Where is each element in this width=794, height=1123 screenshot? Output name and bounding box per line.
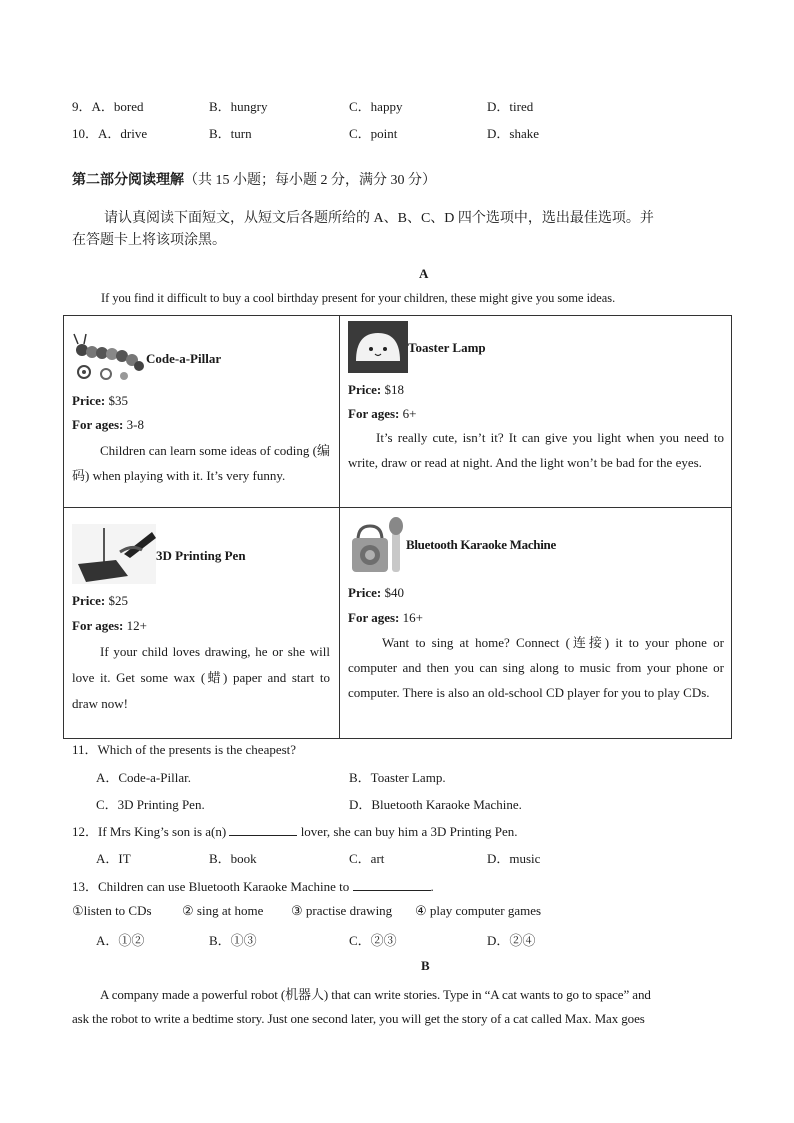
passage-a-intro: If you find it difficult to buy a cool birthday present for your children, these might give you some ideas. bbox=[101, 291, 616, 305]
price-label: Price: bbox=[348, 382, 382, 397]
passage-a-label: A bbox=[419, 266, 429, 281]
present-description: If your child loves drawing, he or she will love it. Get some wax (蜡) paper and start to draw now! bbox=[72, 644, 330, 711]
q10-option-c: C．point bbox=[349, 126, 398, 141]
presents-table bbox=[63, 315, 732, 739]
q13-choice-3: ③ practise drawing bbox=[291, 903, 393, 918]
q9-option-a: A．bored bbox=[91, 99, 144, 114]
q12-stem-after: lover, she can buy him a 3D Printing Pen. bbox=[300, 824, 518, 839]
present-ages bbox=[72, 412, 144, 437]
q12-option-b: B．book bbox=[209, 851, 257, 866]
present-name: Code-a-Pillar bbox=[146, 351, 222, 366]
present-description: Want to sing at home? Connect (连接) it to your phone or computer and then you can sing along to music from your phone or computer. There is also an old-school CD player for you to play CDs. bbox=[348, 635, 724, 700]
ages-value: 6+ bbox=[402, 406, 417, 421]
q9-option-b: B．hungry bbox=[209, 99, 268, 114]
q11-option-b: B．Toaster Lamp. bbox=[349, 770, 446, 785]
q12-option-d: D．music bbox=[487, 851, 541, 866]
q12-option-c: C．art bbox=[349, 851, 385, 866]
q10-option-d: D．shake bbox=[487, 126, 539, 141]
present-description: It’s really cute, isn’t it? It can give you light when you need to write, draw or read at night. And the light won’t be bad for the eyes. bbox=[348, 430, 724, 470]
q12-option-a: A．IT bbox=[96, 851, 131, 866]
price-value: $18 bbox=[384, 382, 404, 397]
q10-option-b: B．turn bbox=[209, 126, 252, 141]
section-2-title: 第二部分阅读理解 bbox=[72, 172, 184, 188]
q9-option-d: D．tired bbox=[487, 99, 534, 114]
q11-option-d: D．Bluetooth Karaoke Machine. bbox=[349, 797, 522, 812]
present-price bbox=[72, 588, 128, 613]
q9-option-c: C．happy bbox=[349, 99, 403, 114]
passage-b-label: B bbox=[421, 958, 430, 973]
ages-label: For ages: bbox=[72, 618, 124, 633]
present-cell-toaster-lamp bbox=[340, 316, 732, 508]
price-value: $35 bbox=[108, 393, 128, 408]
q13-choice-1: ①listen to CDs bbox=[72, 903, 152, 918]
present-description: Children can learn some ideas of coding (编码) when playing with it. It’s very funny. bbox=[72, 443, 330, 483]
q13-choice-4: ④ play computer games bbox=[415, 903, 542, 918]
present-name: Bluetooth Karaoke Machine bbox=[406, 537, 556, 552]
question-9 bbox=[72, 96, 144, 115]
ages-value: 16+ bbox=[402, 610, 423, 625]
ages-label: For ages: bbox=[72, 417, 124, 432]
ages-value: 3-8 bbox=[126, 417, 144, 432]
q13-choice-2: ② sing at home bbox=[182, 903, 264, 918]
present-cell-3d-printing-pen bbox=[64, 508, 340, 739]
q11-option-a: A．Code-a-Pillar. bbox=[96, 770, 191, 785]
present-ages bbox=[348, 605, 423, 630]
q12-stem bbox=[72, 821, 518, 840]
price-label: Price: bbox=[72, 593, 106, 608]
q10-option-a: A．drive bbox=[98, 126, 148, 141]
q9-number: 9． bbox=[72, 99, 92, 114]
section-2-heading bbox=[72, 169, 436, 189]
price-label: Price: bbox=[348, 585, 382, 600]
q12-stem-before: 12．If Mrs King’s son is a(n) bbox=[72, 824, 227, 839]
present-price bbox=[72, 388, 128, 413]
karaoke-machine-icon bbox=[348, 514, 406, 576]
price-value: $25 bbox=[108, 593, 128, 608]
q13-blank bbox=[353, 878, 431, 891]
q13-option-c: C．②③ bbox=[349, 933, 397, 948]
caterpillar-toy-icon bbox=[72, 328, 146, 384]
q12-blank bbox=[229, 823, 297, 836]
q13-stem bbox=[72, 876, 434, 895]
q13-stem-text: 13．Children can use Bluetooth Karaoke Machine to bbox=[72, 879, 350, 894]
section-2-instruction-line1: 请认真阅读下面短文，从短文后各题所给的 A、B、C、D 四个选项中，选出最佳选项。并 bbox=[104, 211, 654, 226]
ages-label: For ages: bbox=[348, 406, 400, 421]
q13-option-d: D．②④ bbox=[487, 933, 536, 948]
section-2-note: （共 15 小题；每小题 2 分，满分 30 分） bbox=[184, 173, 436, 188]
q11-option-c: C．3D Printing Pen. bbox=[96, 797, 205, 812]
ages-value: 12+ bbox=[126, 618, 147, 633]
q13-option-b: B．①③ bbox=[209, 933, 257, 948]
question-10 bbox=[72, 123, 147, 142]
present-cell-code-a-pillar bbox=[64, 316, 340, 508]
passage-b-line1: A company made a powerful robot (机器人) that can write stories. Type in “A cat wants to go to space” and bbox=[100, 987, 651, 1002]
present-price bbox=[348, 580, 404, 605]
present-name: 3D Printing Pen bbox=[156, 548, 246, 563]
printing-pen-icon bbox=[72, 524, 156, 584]
present-ages bbox=[72, 613, 147, 638]
toaster-lamp-icon bbox=[348, 321, 408, 373]
present-price bbox=[348, 377, 404, 402]
present-ages bbox=[348, 401, 416, 426]
passage-b-line2: ask the robot to write a bedtime story. Just one second later, you will get the story of a cat called Max. Max goes bbox=[72, 1011, 645, 1026]
price-label: Price: bbox=[72, 393, 106, 408]
present-cell-karaoke-machine bbox=[340, 508, 732, 739]
q10-number: 10． bbox=[72, 126, 99, 141]
price-value: $40 bbox=[384, 585, 404, 600]
q13-option-a: A．①② bbox=[96, 933, 145, 948]
q11-stem: 11．Which of the presents is the cheapest? bbox=[72, 742, 297, 757]
present-name: Toaster Lamp bbox=[408, 340, 486, 355]
ages-label: For ages: bbox=[348, 610, 400, 625]
section-2-instruction-line2: 在答题卡上将该项涂黑。 bbox=[72, 233, 226, 248]
q13-stem-end: . bbox=[430, 879, 434, 894]
